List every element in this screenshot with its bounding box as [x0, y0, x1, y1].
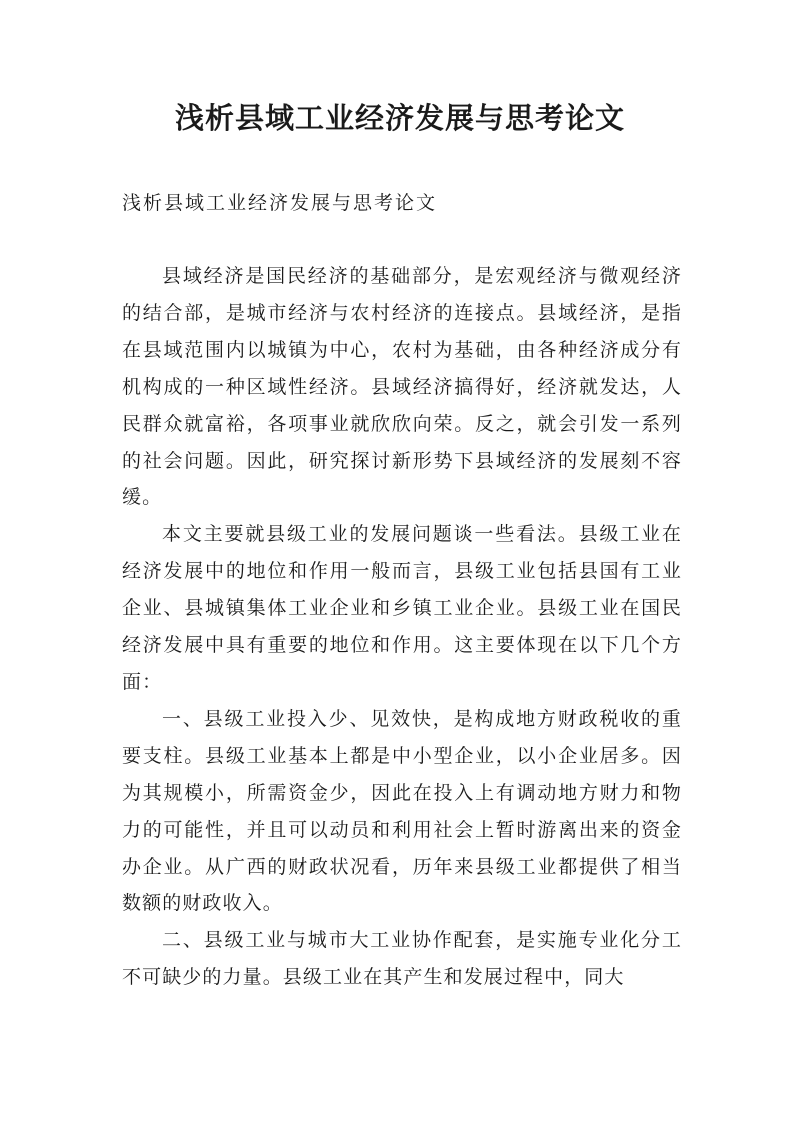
document-subtitle: 浅析县域工业经济发展与思考论文 — [122, 192, 438, 214]
document-title: 浅析县域工业经济发展与思考论文 — [174, 101, 625, 135]
paragraph: 本文主要就县级工业的发展问题谈一些看法。县级工业在经济发展中的地位和作用一般而言，县级工业包括县国有工业企业、县城镇集体工业企业和乡镇工业企业。县级工业在国民经济发展中具有重要的地位和作用。这主要体现在以下几个方面： — [122, 523, 682, 693]
paragraph: 一、县级工业投入少、见效快，是构成地方财政税收的重要支柱。县级工业基本上都是中小型企业，以小企业居多。因为其规模小，所需资金少，因此在投入上有调动地方财力和物力的可能性，并且可以动员和利用社会上暂时游离出来的资金办企业。从广西的财政状况看，历年来县级工业都提供了相当数额的财政收入。 — [122, 707, 682, 915]
document-body — [122, 258, 682, 996]
paragraph: 二、县级工业与城市大工业协作配套，是实施专业化分工不可缺少的力量。县级工业在其产生和发展过程中，同大 — [122, 929, 682, 989]
paragraph: 县域经济是国民经济的基础部分，是宏观经济与微观经济的结合部，是城市经济与农村经济的连接点。县域经济，是指在县域范围内以城镇为中心，农村为基础，由各种经济成分有机构成的一种区域性经济。县域经济搞得好，经济就发达，人民群众就富裕，各项事业就欣欣向荣。反之，就会引发一系列的社会问题。因此，研究探讨新形势下县域经济的发展刻不容缓。 — [122, 265, 682, 509]
